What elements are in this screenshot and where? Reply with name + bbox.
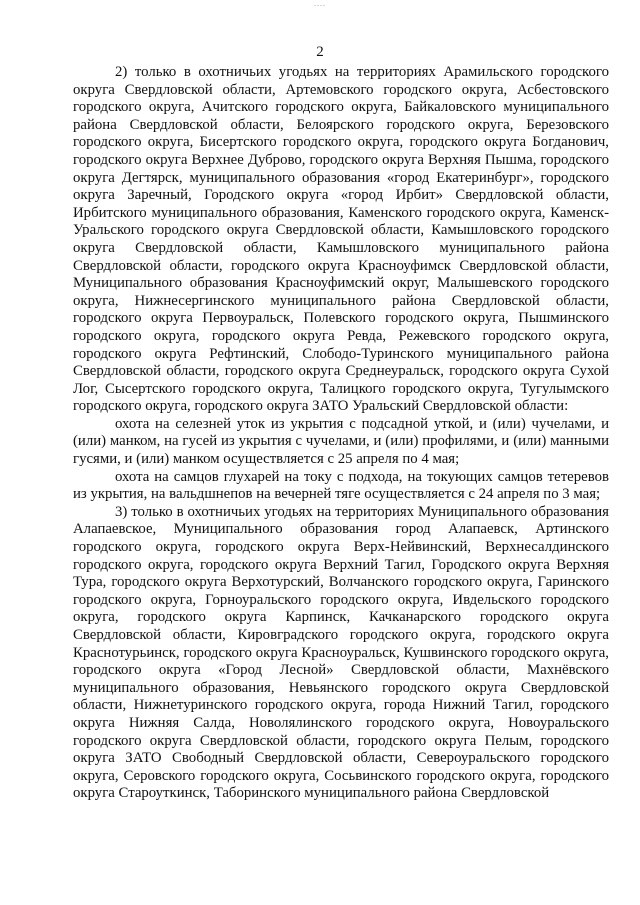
header-dots: ....	[314, 0, 326, 8]
paragraph-item-3: 3) только в охотничьих угодьях на территориях Муниципального образования Алапаевское, Муниципального образования город Алапаевск, Артинского городского округа, городского округа Верх-Нейвинский, Верхнесалдинского городского округа, городского округа Верхний Тагил, Городского округа Верхняя Тура, городского округа Верхотурский, Волчанского городского округа, Гаринского городского округа, Горноуральского городского округа, Ивдельского городского округа, городского округа Карпинск, Качканарского городского округа Свердловской области, Кировградского городского округа, городского округа Краснотурьинск, городского округа Красноуральск, Кушвинского городского округа, городского округа «Город Лесной» Свердловской области, Махнёвского муниципального образования, Невьянского городского округа Свердловской области, Нижнетуринского городского округа, города Нижний Тагил, городского округа Нижняя Салда, Новолялинского городского округа, Новоуральского городского округа Свердловской области, городского округа Пелым, городского округа ЗАТО Свободный Свердловской области, Североуральского городского округа, Серовского городского округа, Сосьвинского городского округа, городского округа Староуткинск, Таборинского муниципального района Свердловской	[73, 503, 609, 802]
paragraph-hunting-ducks-geese: охота на селезней уток из укрытия с подсадной уткой, и (или) чучелами, и (или) манком, на гусей из укрытия с чучелами, и (или) профилями, и (или) манными гусями, и (или) манком осуществляется с 25 апреля по 4 мая;	[73, 415, 609, 468]
page-number: 2	[316, 44, 324, 60]
document-body	[73, 64, 609, 803]
paragraph-hunting-grouse-woodcock: охота на самцов глухарей на току с подхода, на токующих самцов тетеревов из укрытия, на вальдшнепов на вечерней тяге осуществляется с 24 апреля по 3 мая;	[73, 468, 609, 503]
paragraph-item-2: 2) только в охотничьих угодьях на территориях Арамильского городского округа Свердловской области, Артемовского городского округа, Асбестовского городского округа, Ачитского городского округа, Байкаловского муниципального района Свердловской области, Белоярского городского округа, Березовского городского округа, Бисертского городского округа, городского округа Богданович, городского округа Верхнее Дуброво, городского округа Верхняя Пышма, городского округа Дегтярск, муниципального образования «город Екатеринбург», городского округа Заречный, Городского округа «город Ирбит» Свердловской области, Ирбитского муниципального образования, Каменского городского округа, Каменск-Уральского городского округа Свердловской области, Камышловского городского округа Свердловской области, Камышловского муниципального района Свердловской области, городского округа Красноуфимск Свердловской области, Муниципального образования Красноуфимский округ, Малышевского городского округа, Нижнесергинского муниципального района Свердловской области, городского округа Первоуральск, Полевского городского округа, Пышминского городского округа, городского округа Ревда, Режевского городского округа, городского округа Рефтинский, Слободо-Туринского муниципального района Свердловской области, городского округа Среднеуральск, городского округа Сухой Лог, Сысертского городского округа, Талицкого городского округа, Тугулымского городского округа, городского округа ЗАТО Уральский Свердловской области:	[73, 64, 609, 415]
